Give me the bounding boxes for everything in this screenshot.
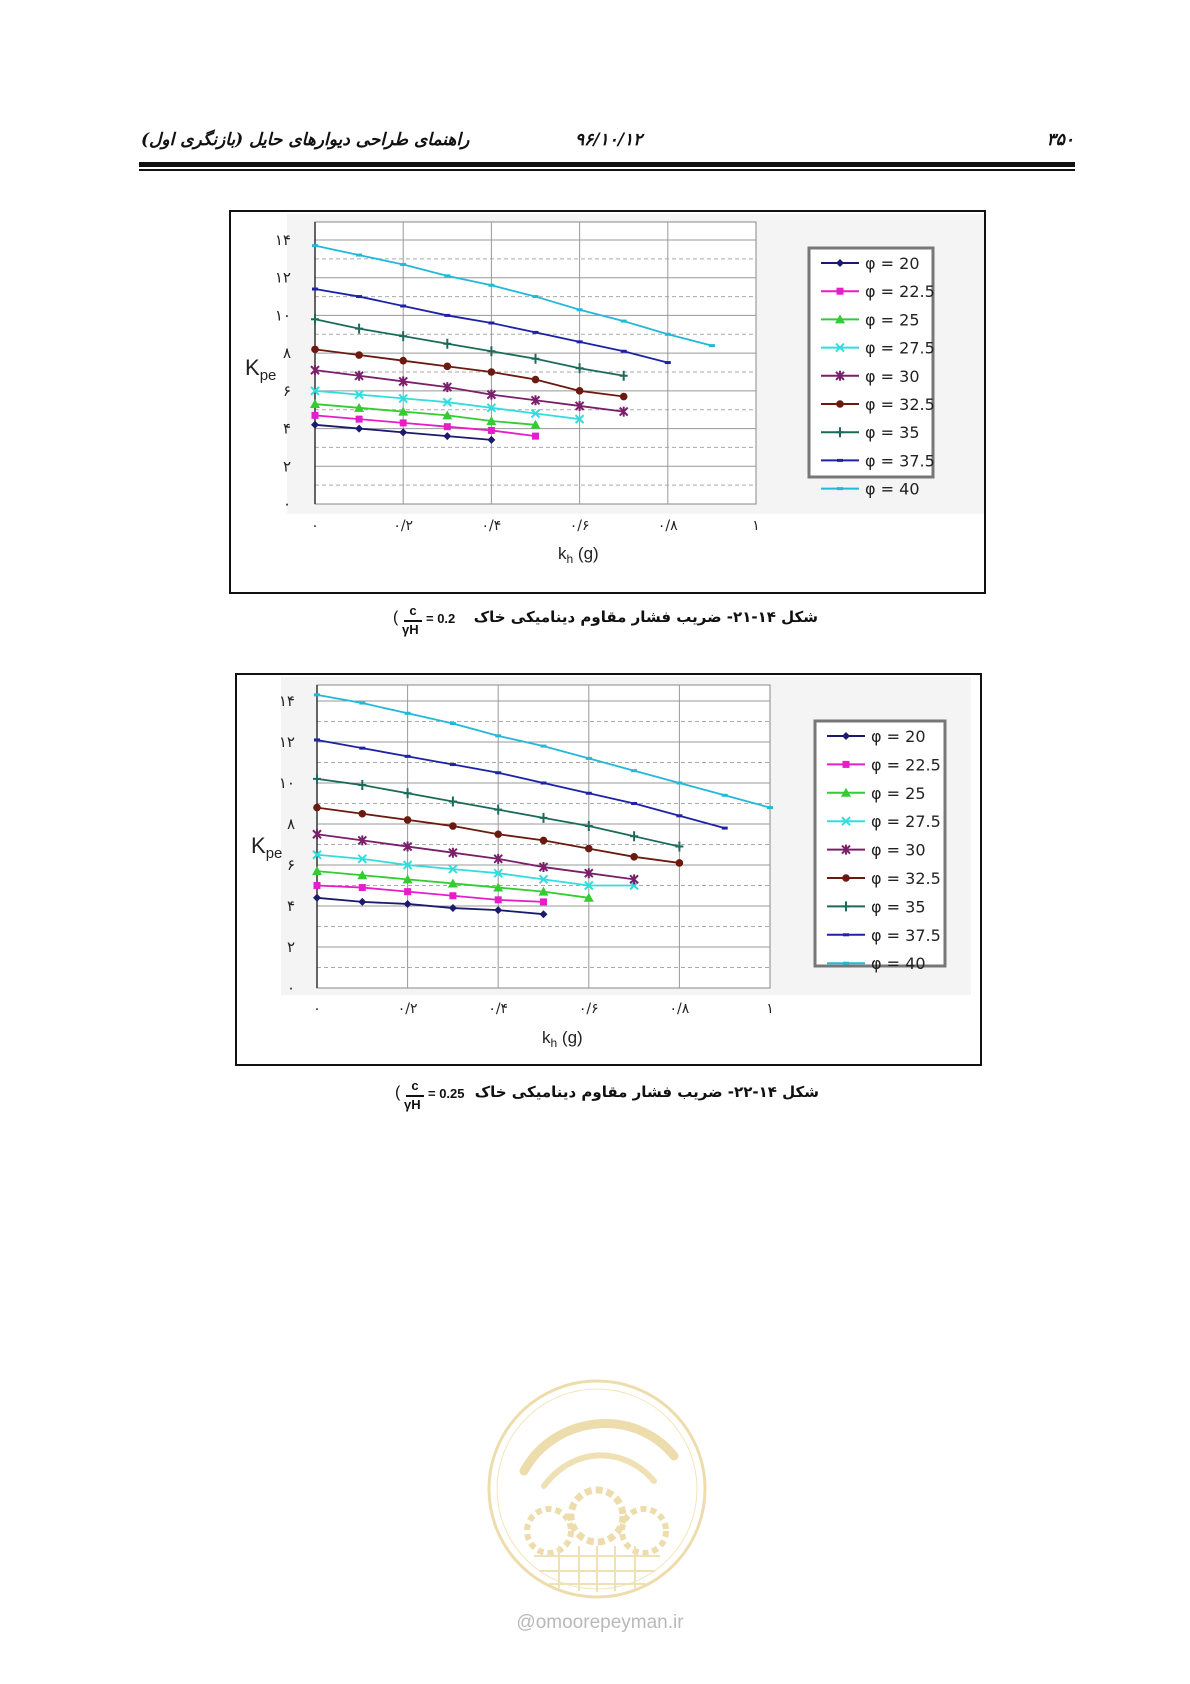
data-point [314,738,320,741]
y-axis-label: $K_{pe}$ [251,833,283,862]
data-point [722,827,728,830]
figure-2-ratio [395,1078,484,1118]
x-axis-label: $k_h$ (g) [558,544,599,566]
legend-label: φ = 20 [865,254,920,273]
y-tick-label: ۱۴ [278,692,295,710]
data-point [449,892,456,899]
data-point [621,350,627,353]
data-point [676,782,682,785]
legend-label: φ = 32.5 [871,869,941,888]
legend-label: φ = 40 [871,954,926,974]
legend [815,721,945,973]
data-point [586,792,592,795]
legend-marker [842,874,850,882]
ratio-denominator: γH [404,1097,421,1112]
y-axis-label-subscript: pe [259,367,277,384]
data-point [312,288,318,291]
header-rule-thin [139,169,1075,171]
data-point [540,898,547,905]
data-point [404,816,412,824]
data-point [404,888,411,895]
ratio-numerator: c [411,1078,419,1093]
data-point [314,693,320,696]
data-point [494,830,502,838]
x-axis-label-subscript: h [550,1036,558,1050]
x-tick-label: ۰/۶ [578,1001,599,1017]
data-point [541,745,547,748]
watermark-url: @omoorepeyman.ir [516,1612,684,1633]
legend-label: φ = 27.5 [865,338,935,358]
x-axis-label-subscript: h [566,552,574,566]
y-tick-label: ۴ [286,897,295,915]
x-tick-label: ۰/۲ [393,518,414,534]
legend-label: φ = 35 [871,897,926,917]
paren-open: ( [395,1084,401,1101]
data-point [400,419,407,426]
legend-label: φ = 27.5 [871,812,941,832]
legend-marker [837,459,843,462]
data-point [540,837,548,845]
data-point [586,757,592,760]
x-tick-label: ۱ [766,1001,774,1017]
data-point [533,331,539,334]
legend-marker [836,400,844,408]
x-tick-label: ۰/۸ [657,518,678,534]
data-point [355,351,363,359]
y-tick-label: ۱۲ [278,733,295,751]
figure-1-ratio [393,603,472,643]
data-point [359,810,367,818]
data-point [444,314,450,317]
legend-label: φ = 37.5 [871,925,941,945]
y-tick-label: ۶ [282,381,291,400]
x-tick-label: ۰/۶ [569,518,590,534]
data-point [577,340,583,343]
legend-label: φ = 40 [865,479,920,499]
ratio-denominator: γH [402,622,419,637]
ratio-numerator: c [409,603,417,618]
legend-marker [837,288,844,295]
legend-label: φ = 20 [871,727,926,746]
data-point [450,722,456,725]
x-tick-label: ۰ [311,518,319,534]
ratio-value: = 0.2 [426,611,456,626]
data-point [621,320,627,323]
y-tick-label: ۸ [286,815,295,833]
legend-marker [843,761,850,768]
data-point [488,368,496,376]
y-tick-label: ۸ [282,344,291,363]
x-tick-label: ۰/۴ [481,518,502,534]
y-tick-label: ۰ [282,495,291,513]
legend-marker [843,933,849,936]
data-point [767,806,773,809]
data-point [495,896,502,903]
x-tick-label: ۰/۲ [397,1001,418,1017]
legend-label: φ = 25 [865,310,920,330]
ratio-value: = 0.25 [428,1086,465,1101]
header-rule [139,162,1075,167]
y-axis-label: $K_{pe}$ [245,355,277,384]
figure-1-caption: شکل ۱۴-۲۱- ضریب فشار مقاوم دینامیکی خاک [473,608,818,626]
data-point [541,782,547,785]
figure-1-chart [229,210,986,594]
legend-label: φ = 25 [871,783,926,803]
data-point [312,412,319,419]
y-tick-label: ۶ [286,856,295,874]
y-axis-label-subscript: pe [265,845,283,862]
x-axis-label: $k_h$ (g) [542,1028,583,1050]
legend-label: φ = 35 [865,423,920,443]
x-tick-label: ۰ [313,1001,321,1017]
figure-1-plot [231,212,984,592]
data-point [313,804,321,812]
data-point [532,376,540,384]
data-point [359,702,365,705]
paren-open: ( [393,609,399,626]
data-point [585,845,593,853]
data-point [488,284,494,287]
plot-area [317,685,770,988]
data-point [533,295,539,298]
x-tick-label: ۱ [752,518,760,534]
figure-2-chart [235,673,982,1066]
legend-label: φ = 30 [865,366,920,386]
data-point [620,393,628,401]
data-point [405,755,411,758]
data-point [449,822,457,830]
data-point [630,853,638,861]
y-tick-label: ۱۰ [274,306,291,325]
legend-label: φ = 37.5 [865,451,935,471]
x-axis-label-unit: (g) [573,544,599,563]
data-point [631,802,637,805]
data-point [577,308,583,311]
data-point [495,734,501,737]
legend-marker [843,962,849,965]
y-tick-label: ۱۴ [274,231,291,249]
figure-2-plot [237,675,980,1064]
data-point [400,305,406,308]
legend-label: φ = 32.5 [865,395,935,414]
y-tick-label: ۲ [282,457,291,476]
y-tick-label: ۰ [286,979,295,997]
page-number: ۳۵۰ [1046,130,1074,150]
data-point [676,814,682,817]
data-point [314,882,321,889]
y-tick-label: ۴ [282,419,291,438]
data-point [709,344,715,347]
data-point [356,295,362,298]
data-point [488,321,494,324]
y-tick-label: ۲ [286,938,295,956]
data-point [532,433,539,440]
data-point [311,346,319,354]
data-point [400,263,406,266]
data-point [399,357,407,365]
data-point [665,361,671,364]
data-point [356,254,362,257]
figure-2-caption: شکل ۱۴-۲۲- ضریب فشار مقاوم دینامیکی خاک [474,1083,819,1101]
header-date: ۹۶/۱۰/۱۲ [575,130,643,150]
x-axis-label-unit: (g) [557,1028,583,1047]
data-point [356,416,363,423]
x-tick-label: ۰/۴ [488,1001,509,1017]
data-point [359,884,366,891]
y-tick-label: ۱۰ [278,774,295,792]
y-tick-label: ۱۲ [274,268,291,287]
data-point [450,763,456,766]
data-point [312,244,318,247]
legend [809,248,935,499]
x-tick-label: ۰/۸ [669,1001,690,1017]
legend-label: φ = 22.5 [865,282,935,302]
legend-label: φ = 22.5 [871,755,941,775]
data-point [405,712,411,715]
publisher-seal-logo [484,1376,710,1602]
data-point [359,747,365,750]
data-point [576,387,584,395]
header-title: راهنمای طراحی دیوارهای حایل (بازنگری اول) [141,130,470,150]
data-point [444,423,451,430]
data-point [722,794,728,797]
data-point [676,859,684,867]
legend-marker [837,487,843,490]
data-point [495,771,501,774]
data-point [444,274,450,277]
data-point [444,363,452,371]
data-point [488,427,495,434]
data-point [631,769,637,772]
data-point [665,333,671,336]
legend-label: φ = 30 [871,840,926,860]
